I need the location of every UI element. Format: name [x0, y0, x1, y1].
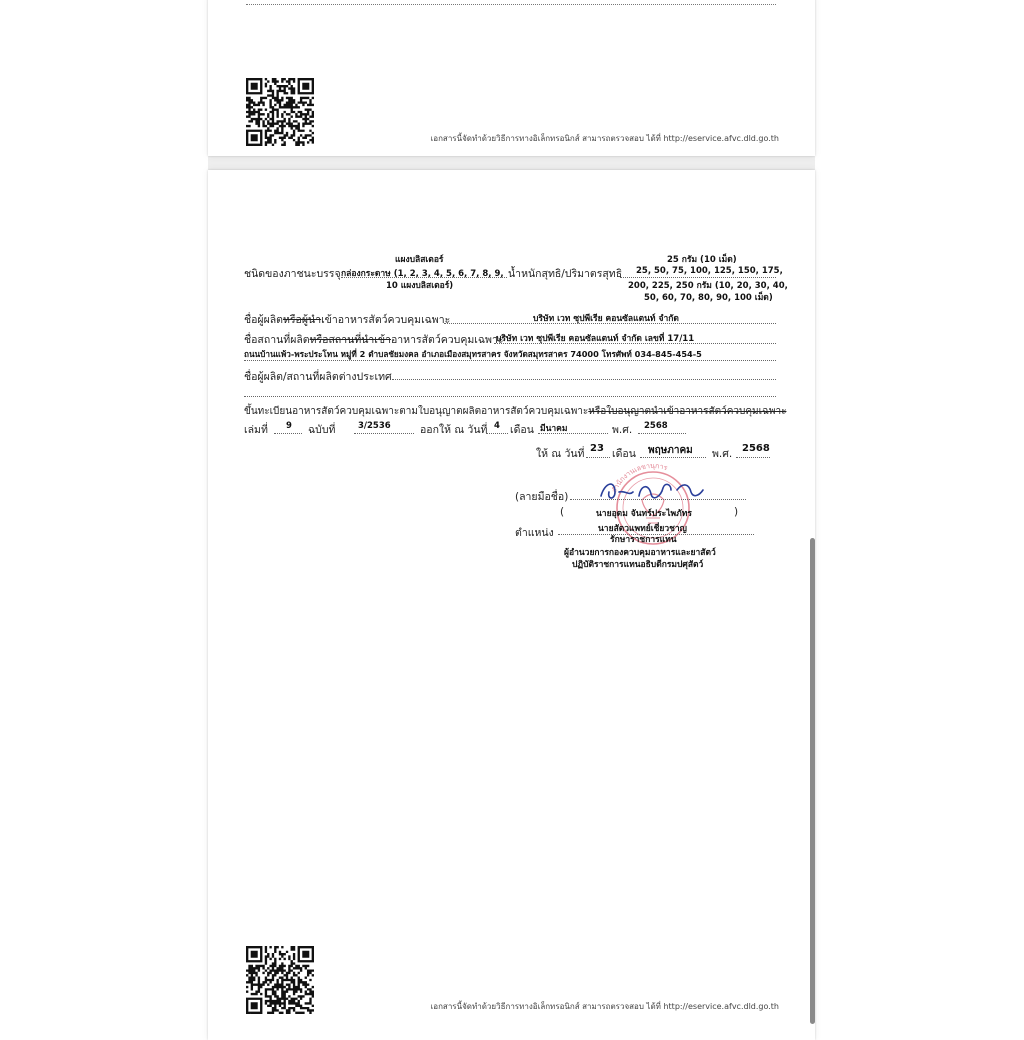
footer-verification-text: เอกสารนี้จัดทำด้วยวิธีการทางอิเล็กทรอนิกส์ สามารถตรวจสอบ ได้ที่ http://eservice.afvc.dld.go.th	[430, 134, 779, 143]
document-page-2	[208, 170, 815, 1040]
signature-label: (ลายมือชื่อ)	[515, 491, 569, 503]
copy-number: 3/2536	[358, 421, 391, 431]
packaging-label: ชนิดของภาชนะบรรจุ	[244, 268, 341, 280]
given-day: 23	[590, 443, 604, 454]
stamp-text: สำนักงานเลขานุการ	[610, 461, 669, 495]
given-month: พฤษภาคม	[648, 445, 693, 456]
copy-label: ฉบับที่	[308, 424, 336, 436]
net-weight-line2: 25, 50, 75, 100, 125, 150, 175,	[636, 266, 783, 276]
position-label: ตำแหน่ง	[515, 527, 554, 539]
position-line4: ปฏิบัติราชการแทนอธิบดีกรมปศุสัตว์	[572, 560, 704, 570]
vertical-scrollbar[interactable]	[810, 538, 815, 1024]
book-number: 9	[286, 421, 292, 431]
net-weight-line3: 200, 225, 250 กรัม (10, 20, 30, 40,	[628, 281, 788, 291]
position-line3: ผู้อำนวยการกองควบคุมอาหารและยาสัตว์	[564, 548, 716, 558]
signature-close-paren: )	[734, 506, 739, 518]
dotted-line	[638, 433, 686, 434]
handwritten-signature	[593, 470, 713, 510]
dotted-line	[274, 433, 302, 434]
issued-month: มีนาคม	[540, 424, 568, 434]
dotted-line	[736, 457, 770, 458]
dotted-line	[586, 457, 610, 458]
given-month-label: เดือน	[612, 448, 636, 460]
producer-value: บริษัท เวท ซุปพีเรีย คอนซัลแตนท์ จำกัด	[533, 314, 679, 324]
qr-code-icon	[246, 946, 314, 1014]
net-weight-label: น้ำหนักสุทธิ/ปริมาตรสุทธิ	[508, 268, 623, 280]
packaging-value-line2: กล่องกระดาษ (1, 2, 3, 4, 5, 6, 7, 8, 9,	[341, 269, 504, 279]
given-year: 2568	[742, 443, 770, 454]
document-page-1	[208, 0, 815, 156]
location-value-line1: บริษัท เวท ซุปพีเรีย คอนซัลแตนท์ จำกัด เลขที่ 17/11	[496, 334, 695, 344]
packaging-value-line1: แผงบลิสเตอร์	[395, 255, 444, 265]
dotted-line	[392, 379, 776, 380]
book-label: เล่มที่	[244, 424, 268, 436]
footer-verification-text: เอกสารนี้จัดทำด้วยวิธีการทางอิเล็กทรอนิกส์ สามารถตรวจสอบ ได้ที่ http://eservice.afvc.dld.go.th	[430, 1002, 779, 1011]
dotted-line	[246, 4, 776, 5]
position-line1: นายสัตวแพทย์เชี่ยวชาญ	[598, 524, 687, 534]
dotted-line	[244, 396, 776, 397]
issued-year-label: พ.ศ.	[612, 424, 633, 436]
producer-label: ชื่อผู้ผลิตหรือผู้นำเข้าอาหารสัตว์ควบคุมเฉพาะ	[244, 314, 451, 326]
dotted-line	[486, 433, 508, 434]
foreign-producer-label: ชื่อผู้ผลิต/สถานที่ผลิตต่างประเทศ	[244, 371, 392, 383]
location-label: ชื่อสถานที่ผลิตหรือสถานที่นำเข้าอาหารสัตว์ควบคุมเฉพาะ	[244, 334, 504, 346]
dotted-line	[570, 499, 746, 500]
location-value-line2: ถนนบ้านแพ้ว-พระประโทน หมู่ที่ 2 ตำบลชัยมงคล อำเภอเมืองสมุทรสาคร จังหวัดสมุทรสาคร 74000 โทรศัพท์ 034-845-454-5	[244, 349, 702, 359]
net-weight-line1: 25 กรัม (10 เม็ด)	[667, 255, 737, 265]
dotted-line	[354, 433, 414, 434]
net-weight-line4: 50, 60, 70, 80, 90, 100 เม็ด)	[644, 293, 773, 303]
signature-open-paren: (	[560, 506, 565, 518]
packaging-value-line3: 10 แผงบลิสเตอร์)	[386, 281, 454, 291]
qr-code-icon	[246, 78, 314, 146]
page-separator	[208, 156, 815, 170]
issued-day: 4	[494, 421, 500, 431]
issued-label: ออกให้ ณ วันที่	[420, 424, 488, 436]
position-line2: รักษาราชการแทน	[610, 535, 677, 545]
registration-text: ขึ้นทะเบียนอาหารสัตว์ควบคุมเฉพาะตามใบอนุญาตผลิตอาหารสัตว์ควบคุมเฉพาะหรือใบอนุญาตนำเข้าอาหารสัตว์ควบคุมเฉพาะ	[244, 406, 787, 417]
dotted-line	[244, 360, 776, 361]
given-year-label: พ.ศ.	[712, 448, 733, 460]
given-label: ให้ ณ วันที่	[536, 448, 585, 460]
issued-month-label: เดือน	[510, 424, 534, 436]
signatory-name: นายอุดม จันทร์ประไพภัทร	[596, 509, 692, 519]
issued-year: 2568	[644, 421, 668, 431]
